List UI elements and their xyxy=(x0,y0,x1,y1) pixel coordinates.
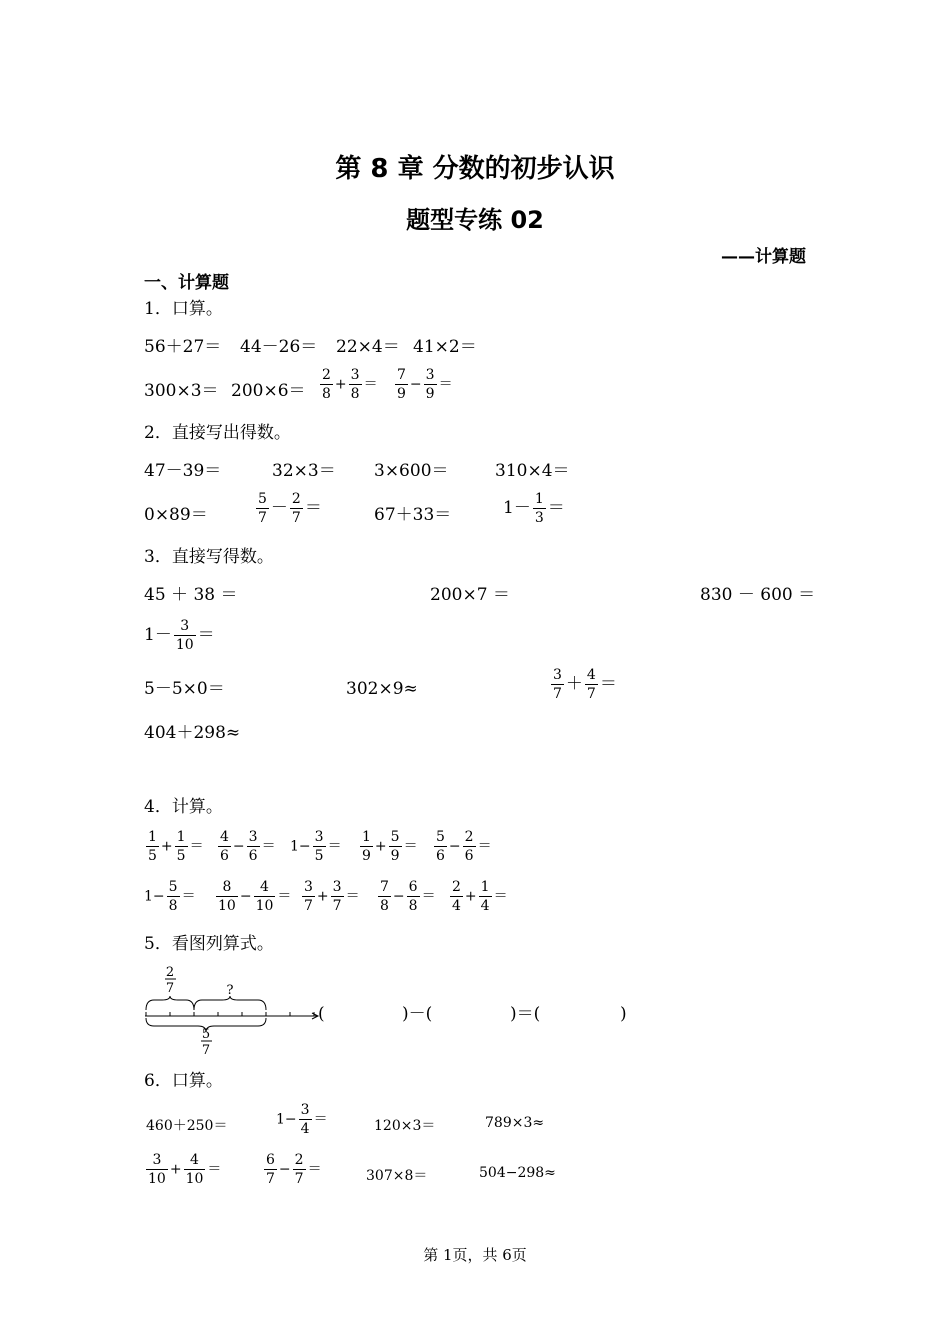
q6-item: 789×3≈ xyxy=(485,1115,545,1131)
q3-item: 302×9≈ xyxy=(346,679,418,699)
top-brace-right xyxy=(194,996,266,1010)
page-footer: 第 1页，共 6页 xyxy=(423,1246,527,1264)
q4-fraction-expr: $\frac{8}{10}$ − $\frac{4}{10}$ ＝ xyxy=(218,879,292,914)
q1-fraction-expr: $\frac{7}{9}$ − $\frac{3}{9}$ ＝ xyxy=(397,367,453,402)
q2-fraction-expr: 1－ $\frac{1}{3}$ ＝ xyxy=(503,491,565,526)
q3-fraction-expr: $\frac{3}{7}$ ＋ $\frac{4}{7}$ ＝ xyxy=(553,667,617,702)
top-brace-left xyxy=(146,996,194,1010)
question-mark: ? xyxy=(226,983,234,998)
q4-fraction-expr: $\frac{1}{5}$ + $\frac{1}{5}$ ＝ xyxy=(148,829,204,864)
q1-fraction-expr: $\frac{2}{8}$ + $\frac{3}{8}$ ＝ xyxy=(322,367,378,402)
bottom-fraction-numerator: 5 xyxy=(201,1027,211,1042)
top-fraction-denominator: 7 xyxy=(165,981,175,996)
q2-title: 2．直接写出得数。 xyxy=(144,423,291,443)
q3-title: 3．直接写得数。 xyxy=(144,547,274,567)
q1-item: 56＋27＝ xyxy=(144,337,222,357)
top-fraction-numerator: 2 xyxy=(165,965,175,980)
q6-fraction-expr: $\frac{6}{7}$ − $\frac{2}{7}$ ＝ xyxy=(266,1152,322,1187)
q2-item: 47－39＝ xyxy=(144,461,222,481)
page-subnote: ——计算题 xyxy=(721,247,806,267)
q6-item: 307×8＝ xyxy=(366,1168,428,1184)
q4-fraction-expr: 1− $\frac{3}{5}$ ＝ xyxy=(290,829,342,864)
q2-item: 32×3＝ xyxy=(272,461,336,481)
section-heading: 一、计算题 xyxy=(144,273,229,293)
q3-fraction-expr: 1－ $\frac{3}{10}$ ＝ xyxy=(144,618,215,653)
q6-item: 504−298≈ xyxy=(479,1165,556,1181)
q3-item: 5－5×0＝ xyxy=(144,679,225,699)
q4-fraction-expr: $\frac{2}{4}$ + $\frac{1}{4}$ ＝ xyxy=(452,879,508,914)
q4-fraction-expr: $\frac{7}{8}$ − $\frac{6}{8}$ ＝ xyxy=(380,879,436,914)
page-subtitle: 题型专练 02 xyxy=(406,206,544,234)
q5-blank-open: ( xyxy=(318,1004,325,1024)
q4-fraction-expr: $\frac{5}{6}$ − $\frac{2}{6}$ ＝ xyxy=(436,829,492,864)
q1-title: 1．口算。 xyxy=(144,299,223,319)
q5-number-line-figure xyxy=(140,962,330,1057)
q6-title: 6．口算。 xyxy=(144,1071,223,1091)
q6-fraction-expr: $\frac{3}{10}$ + $\frac{4}{10}$ ＝ xyxy=(148,1152,222,1187)
tick-marks xyxy=(146,1012,314,1016)
q6-fraction-expr: 1− $\frac{3}{4}$ ＝ xyxy=(276,1102,328,1137)
q3-item: 200×7 ＝ xyxy=(430,585,510,605)
q2-item: 67＋33＝ xyxy=(374,505,452,525)
q5-blank-mid: )＝( xyxy=(510,1004,541,1024)
q2-item: 3×600＝ xyxy=(374,461,449,481)
q4-fraction-expr: $\frac{4}{6}$ − $\frac{3}{6}$ ＝ xyxy=(220,829,276,864)
page-title: 第 8 章 分数的初步认识 xyxy=(335,154,615,184)
q4-fraction-expr: $\frac{3}{7}$ + $\frac{3}{7}$ ＝ xyxy=(304,879,360,914)
q2-item: 310×4＝ xyxy=(495,461,570,481)
q5-blank-mid: )－( xyxy=(402,1004,433,1024)
q2-fraction-expr: $\frac{5}{7}$ － $\frac{2}{7}$ ＝ xyxy=(258,491,322,526)
q2-item: 0×89＝ xyxy=(144,505,208,525)
q1-item: 41×2＝ xyxy=(413,337,477,357)
q3-item: 404＋298≈ xyxy=(144,723,241,743)
q4-fraction-expr: 1− $\frac{5}{8}$ ＝ xyxy=(144,879,196,914)
q1-item: 22×4＝ xyxy=(336,337,400,357)
q1-item: 200×6＝ xyxy=(231,381,306,401)
q4-fraction-expr: $\frac{1}{9}$ + $\frac{5}{9}$ ＝ xyxy=(362,829,418,864)
q5-title: 5．看图列算式。 xyxy=(144,934,274,954)
q3-item: 830 － 600 ＝ xyxy=(700,585,816,605)
q6-item: 120×3＝ xyxy=(374,1118,436,1134)
q1-item: 300×3＝ xyxy=(144,381,219,401)
q6-item: 460＋250＝ xyxy=(146,1118,228,1134)
q1-item: 44－26＝ xyxy=(240,337,318,357)
q3-item: 45 ＋ 38 ＝ xyxy=(144,585,238,605)
bottom-fraction-denominator: 7 xyxy=(201,1043,211,1057)
q4-title: 4．计算。 xyxy=(144,797,223,817)
q5-blank-close: ) xyxy=(620,1004,627,1024)
